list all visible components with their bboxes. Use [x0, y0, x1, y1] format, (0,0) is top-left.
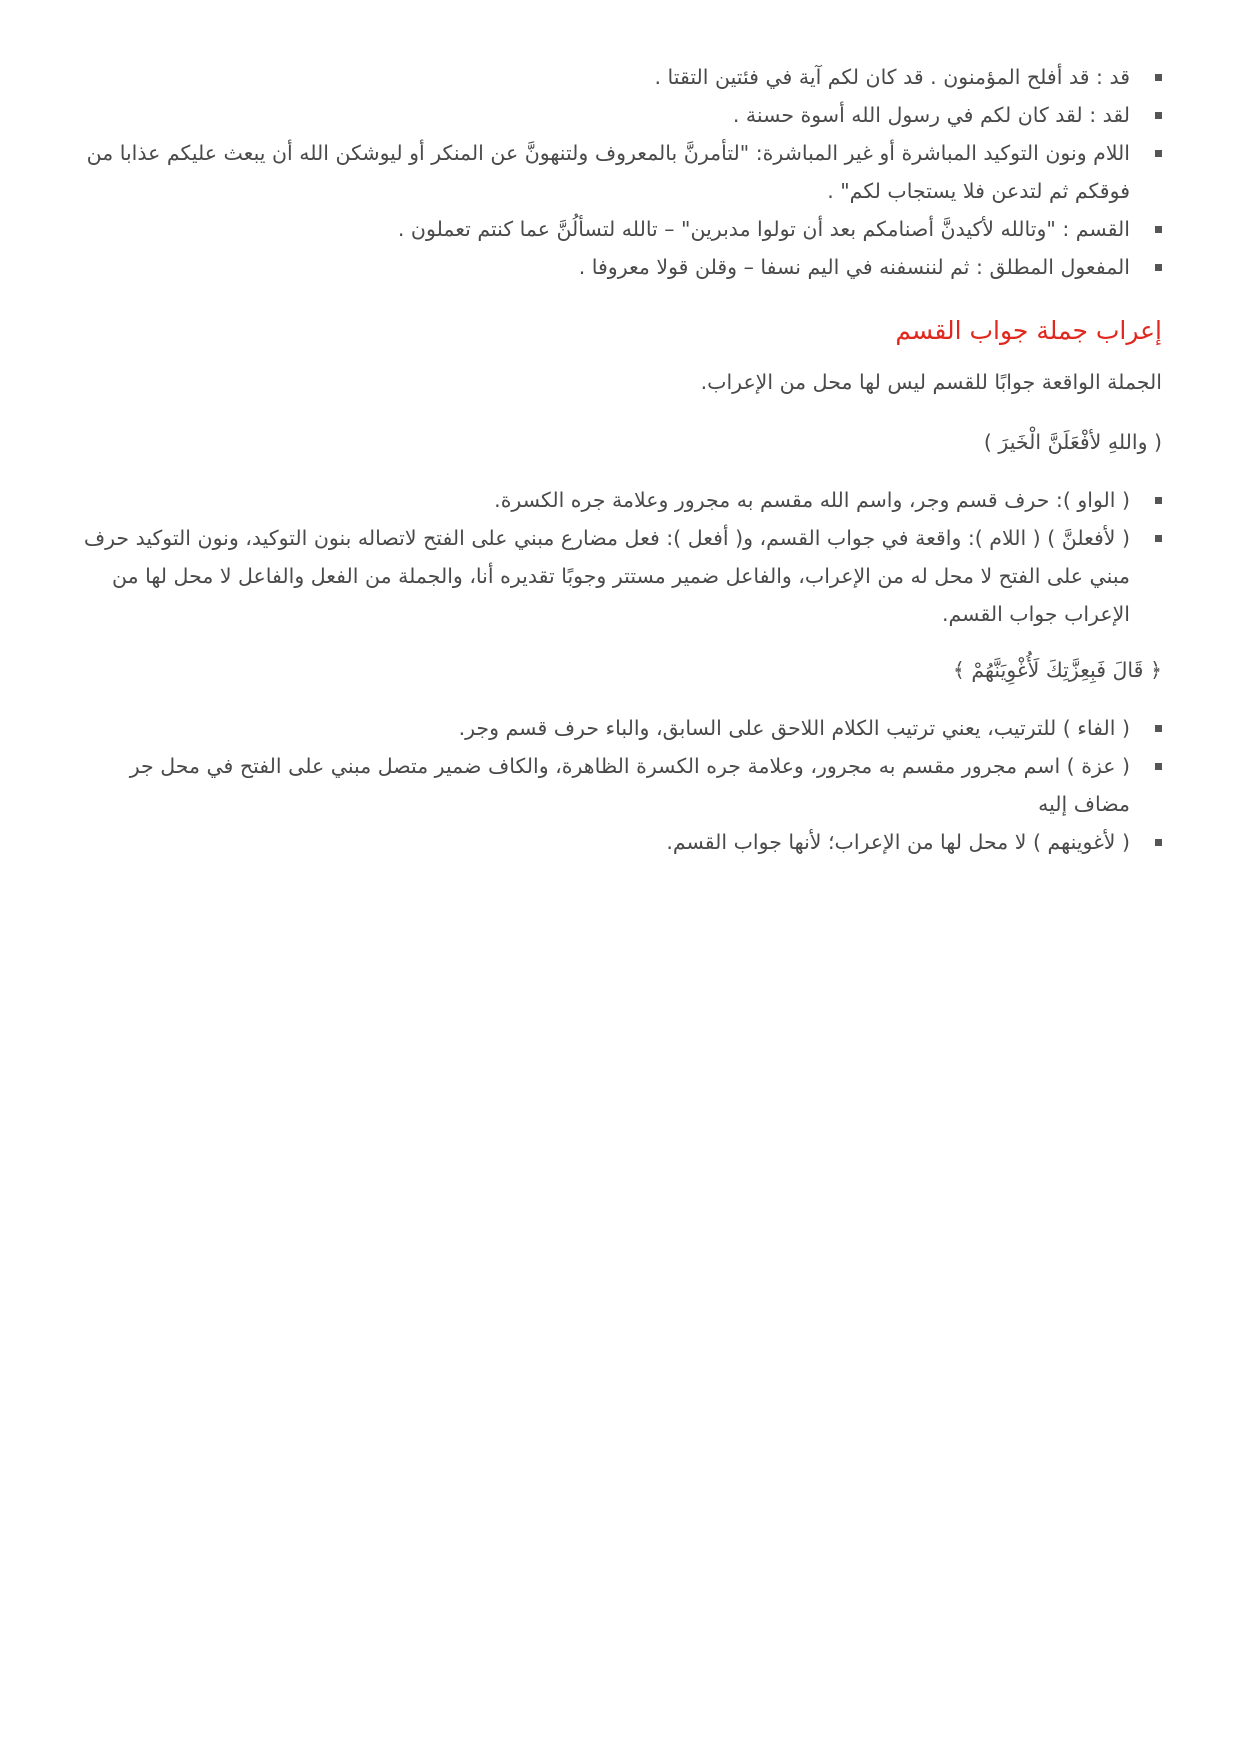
list-item-text: القسم : "وتالله لأكيدنَّ أصنامكم بعد أن تولوا مدبرين" – تالله لتسألُنَّ عما كنتم تعملون .	[397, 217, 1130, 241]
devices-list	[80, 58, 1162, 286]
square-bullet-icon	[1155, 725, 1162, 732]
example-verse-2: ﴿ قَالَ فَبِعِزَّتِكَ لَأُغْوِيَنَّهُمْ ﴾	[952, 658, 1162, 682]
square-bullet-icon	[1155, 74, 1162, 81]
list-item-text: اللام ونون التوكيد المباشرة أو غير المباشرة: "لتأمرنَّ بالمعروف ولتنهونَّ عن المنكر أو ليوشكن الله أن يبعث عليكم عذابا من فوقكم ثم لتدعن فلا يستجاب لكم" .	[86, 141, 1130, 203]
list-item	[80, 709, 1162, 747]
analysis-list-2	[80, 709, 1162, 861]
list-item	[80, 248, 1162, 286]
square-bullet-icon	[1155, 763, 1162, 770]
list-item	[80, 481, 1162, 519]
list-item	[80, 134, 1162, 210]
square-bullet-icon	[1155, 839, 1162, 846]
list-item-text: قد : قد أفلح المؤمنون . قد كان لكم آية في فئتين التقتا .	[654, 65, 1130, 89]
example-sentence-1: ( واللهِ لأفْعَلَنَّ الْخَيرَ )	[983, 430, 1162, 454]
list-item	[80, 823, 1162, 861]
section-heading: إعراب جملة جواب القسم	[895, 316, 1162, 345]
list-item-text: لقد : لقد كان لكم في رسول الله أسوة حسنة .	[732, 103, 1130, 127]
list-item-text: ( الواو ): حرف قسم وجر، واسم الله مقسم به مجرور وعلامة جره الكسرة.	[494, 488, 1130, 512]
list-item	[80, 747, 1162, 823]
list-item	[80, 58, 1162, 96]
list-item-text: ( عزة ) اسم مجرور مقسم به مجرور، وعلامة جره الكسرة الظاهرة، والكاف ضمير متصل مبني على الفتح في محل جر مضاف إليه	[129, 754, 1130, 816]
square-bullet-icon	[1155, 112, 1162, 119]
square-bullet-icon	[1155, 264, 1162, 271]
list-item-text: ( الفاء ) للترتيب، يعني ترتيب الكلام اللاحق على السابق، والباء حرف قسم وجر.	[458, 716, 1130, 740]
list-item-text: ( لأفعلنَّ ) ( اللام ): واقعة في جواب القسم، و( أفعل ): فعل مضارع مبني على الفتح لاتصاله بنون التوكيد، ونون التوكيد حرف مبني على الفتح لا محل له من الإعراب، والفاعل ضمير مستتر وجوبًا تقديره أنا، والجملة من الفعل والفاعل لا محل لها من الإعراب جواب القسم.	[83, 526, 1130, 626]
square-bullet-icon	[1155, 226, 1162, 233]
square-bullet-icon	[1155, 150, 1162, 157]
analysis-list-1	[80, 481, 1162, 633]
intro-paragraph: الجملة الواقعة جوابًا للقسم ليس لها محل من الإعراب.	[700, 370, 1162, 394]
square-bullet-icon	[1155, 497, 1162, 504]
document-page	[80, 58, 1162, 861]
list-item	[80, 96, 1162, 134]
list-item-text: ( لأغوينهم ) لا محل لها من الإعراب؛ لأنها جواب القسم.	[666, 830, 1130, 854]
square-bullet-icon	[1155, 535, 1162, 542]
list-item-text: المفعول المطلق : ثم لننسفنه في اليم نسفا – وقلن قولا معروفا .	[578, 255, 1130, 279]
list-item	[80, 210, 1162, 248]
list-item	[80, 519, 1162, 633]
